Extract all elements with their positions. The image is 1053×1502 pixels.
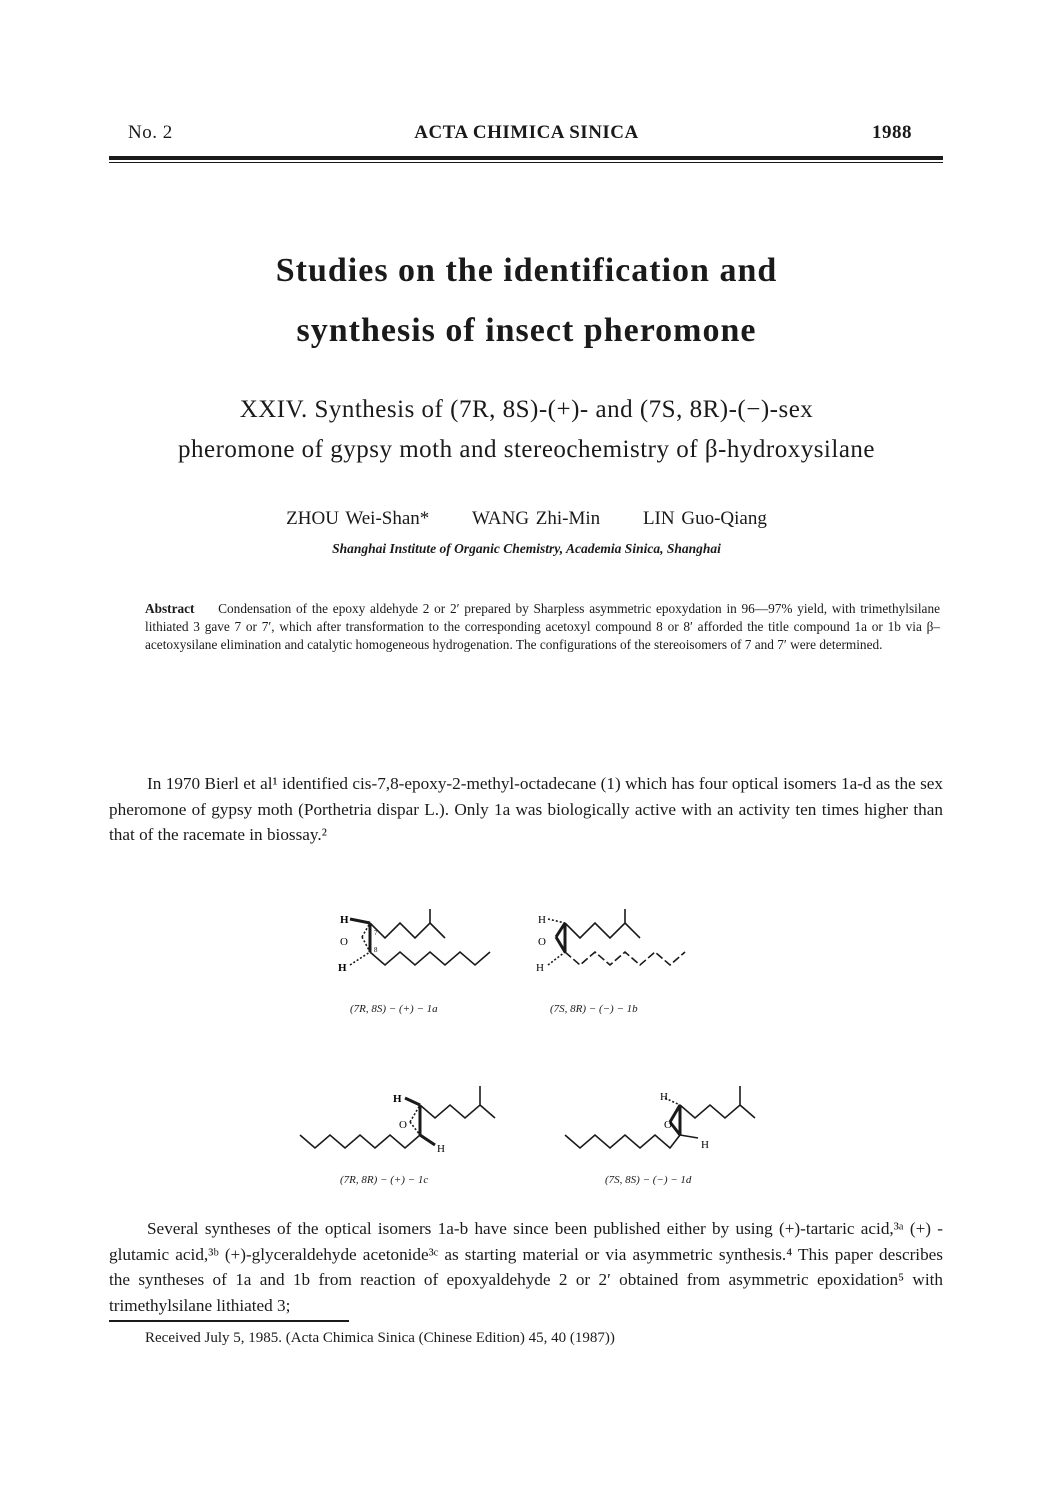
footnote: Received July 5, 1985. (Acta Chimica Sinica (Chinese Edition) 45, 40 (1987)) (145, 1330, 615, 1346)
h-top-label: H (393, 1093, 402, 1105)
issue-number: No. 2 (128, 122, 173, 143)
subtitle-line-2: pheromone of gypsy moth and stereochemistry of β-hydroxysilane (177, 436, 876, 463)
author-list (0, 508, 1053, 530)
oxygen-label: O (340, 936, 348, 948)
h-top-label: H (538, 914, 546, 926)
h-bottom-label: H (536, 962, 544, 974)
h-bottom-label: H (701, 1139, 709, 1151)
affiliation: Shanghai Institute of Organic Chemistry, Academia Sinica, Shanghai (332, 541, 721, 556)
c7-label: 7 (374, 929, 378, 937)
caption-1c: (7R, 8R) − (+) − 1c (340, 1174, 429, 1186)
structure-1a (330, 905, 505, 980)
abstract (145, 600, 940, 654)
h-bottom-label: H (338, 962, 347, 974)
c8-label: 8 (374, 946, 378, 954)
journal-name: ACTA CHIMICA SINICA (414, 122, 639, 143)
h-top-label: H (660, 1091, 668, 1103)
intro-paragraph (109, 771, 943, 848)
oxygen-label: O (664, 1119, 672, 1131)
header-rule-thin (109, 162, 943, 163)
structure-1b (530, 905, 705, 980)
structure-1c (295, 1080, 515, 1155)
structure-1d (560, 1080, 780, 1155)
h-bottom-label: H (437, 1143, 445, 1155)
issue-year: 1988 (872, 122, 912, 143)
body-paragraph-2-text: Several syntheses of the optical isomers 1a-b have since been published either by using (+)-tartaric acid,³ᵃ (+) -glutamic acid,³ᵇ (+)-glyceraldehyde acetonide³ᶜ as starting material or via asymmetric synthesis.⁴ This paper describes the syntheses of 1a and 1b from reaction of epoxyaldehyde 2 or 2′ obtained from asymmetric epoxidation⁵ with trimethylsilane lithiated 3; (109, 1219, 943, 1315)
subtitle-line-1: XXIV. Synthesis of (7R, 8S)-(+)- and (7S, 8R)-(−)-sex (239, 396, 814, 423)
author-1: ZHOU Wei-Shan* (286, 508, 430, 529)
title-line-1: Studies on the identification and (275, 252, 778, 289)
author-2: WANG Zhi-Min (472, 508, 601, 529)
caption-1a: (7R, 8S) − (+) − 1a (350, 1003, 438, 1015)
h-top-label: H (340, 914, 349, 926)
intro-text: In 1970 Bierl et al¹ identified cis-7,8-epoxy-2-methyl-octadecane (1) which has four optical isomers 1a-d as the sex pheromone of gypsy moth (Porthetria dispar L.). Only 1a was biologically active with an activity ten times higher than that of the racemate in biossay.² (109, 774, 943, 844)
title-line-2: synthesis of insect pheromone (296, 312, 757, 349)
header-rule (109, 156, 943, 160)
abstract-label: Abstract (145, 601, 195, 616)
oxygen-label: O (399, 1119, 407, 1131)
body-paragraph-2 (109, 1216, 943, 1318)
footnote-rule (109, 1320, 349, 1322)
caption-1d: (7S, 8S) − (−) − 1d (605, 1174, 692, 1186)
oxygen-label: O (538, 936, 546, 948)
abstract-text: Condensation of the epoxy aldehyde 2 or 2′ prepared by Sharpless asymmetric epoxydation in 96—97% yield, with trimethylsilane lithiated 3 gave 7 or 7′, which after transformation to the corresponding acetoxyl compound 8 or 8′ afforded the title compound 1a or 1b via β–acetoxysilane elimination and catalytic homogeneous hydrogenation. The configurations of the stereoisomers of 7 and 7′ were determined. (145, 601, 940, 652)
author-3: LIN Guo-Qiang (642, 508, 767, 529)
caption-1b: (7S, 8R) − (−) − 1b (550, 1003, 638, 1015)
